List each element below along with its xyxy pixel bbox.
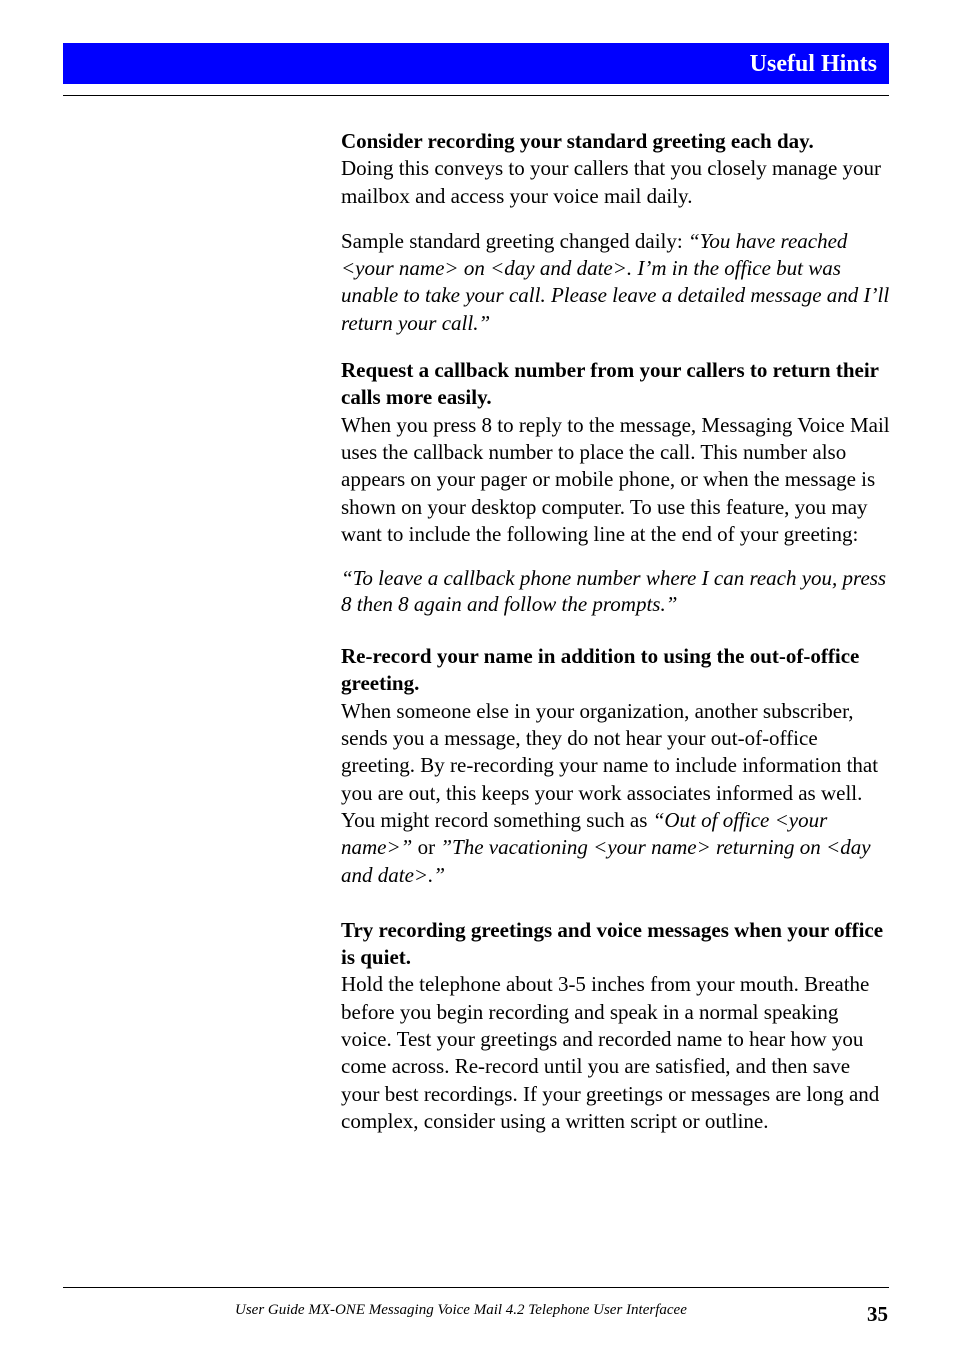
footer-text: User Guide MX-ONE Messaging Voice Mail 4.2 Telephone User Interfacee	[235, 1302, 687, 1318]
hint-heading-callback: Request a callback number from your callers to return their calls more easily.	[341, 358, 879, 410]
sample-greeting-quote: “You have reached <your name> on <day and date>. I’m in the office but was unable to take your call. Please leave a detailed message and I’ll return your call.”	[341, 228, 890, 335]
hint-body-daily-greeting: Doing this conveys to your callers that you closely manage your mailbox and access your voice mail daily.	[341, 156, 882, 208]
hint-heading-daily-greeting: Consider recording your standard greeting each day.	[341, 129, 814, 153]
hint-heading-rerecord-name: Re-record your name in addition to using the out-of-office greeting.	[341, 644, 860, 696]
hint-body-rerecord-name	[341, 698, 891, 889]
page-title: Useful Hints	[749, 51, 877, 77]
rerecord-body-text: When someone else in your organization, another subscriber, sends you a message, they do not hear your out-of-office greeting. By re-recording your name to include information that you are out, this keeps your work associates informed as well. You might record something such as	[341, 698, 879, 832]
rerecord-quote-a: “Out of office <your name>”	[341, 807, 828, 860]
callback-quote: “To leave a callback phone number where I can reach you, press 8 then 8 again and follow the prompts.”	[341, 566, 887, 616]
page-number: 35	[867, 1302, 888, 1326]
hint-body-quiet-office: Hold the telephone about 3-5 inches from your mouth. Breathe before you begin recording and speak in a normal speaking voice. Test your greetings and recorded name to hear how you come across. Re-record until you are satisfied, and then save your best recordings. If your greetings or messages are long and complex, consider using a written script or outline.	[341, 972, 880, 1133]
sample-greeting-paragraph	[341, 228, 891, 337]
header-divider	[63, 95, 889, 96]
sample-greeting-label: Sample standard greeting changed daily:	[341, 228, 683, 253]
hint-heading-quiet-office: Try recording greetings and voice messages when your office is quiet.	[341, 917, 884, 970]
header-bar	[63, 43, 889, 84]
footer-divider	[63, 1287, 889, 1288]
rerecord-connector: or	[417, 835, 436, 860]
hints-content	[341, 128, 891, 1135]
rerecord-quote-b: ”The vacationing <your name> returning on <day and date>.”	[341, 835, 871, 887]
hint-body-callback: When you press 8 to reply to the message, Messaging Voice Mail uses the callback number to place the call. This number also appears on your pager or mobile phone, or when the message is shown on your desktop computer. To use this feature, you may want to include the following line at the end of your greeting:	[341, 412, 890, 546]
